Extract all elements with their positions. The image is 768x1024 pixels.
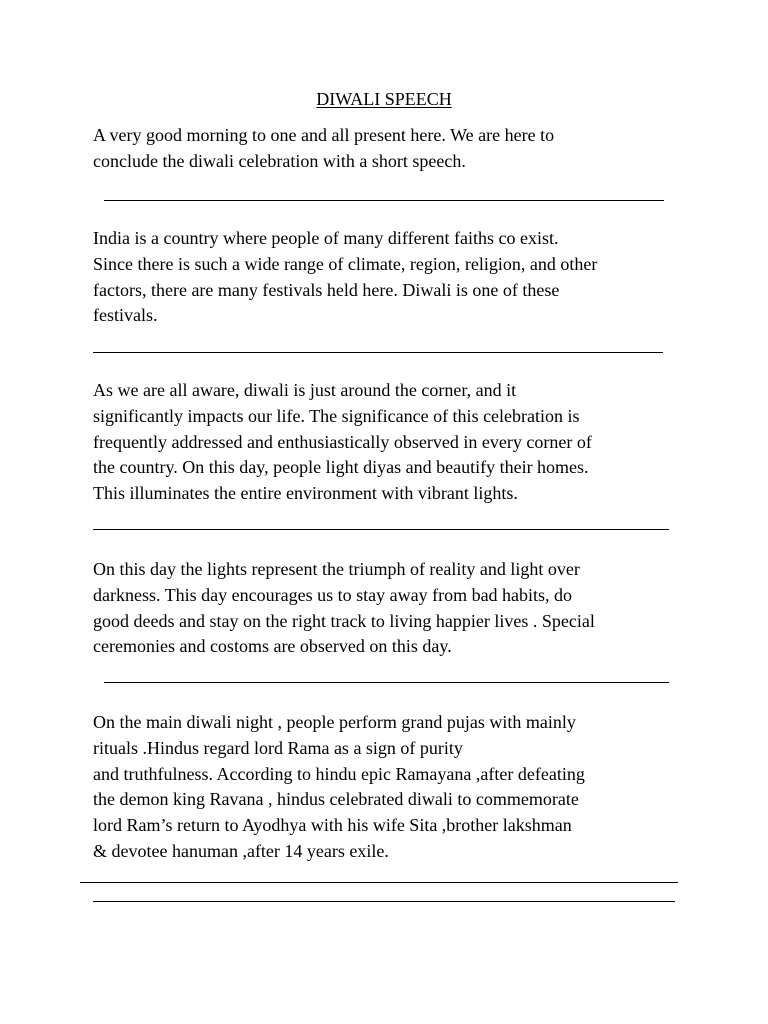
paragraph-5 (93, 710, 693, 865)
paragraph-1 (93, 123, 693, 175)
paragraph-line: & devotee hanuman ,after 14 years exile. (93, 840, 389, 861)
paragraph-line: conclude the diwali celebration with a short speech. (93, 150, 466, 171)
paragraph-line: festivals. (93, 305, 158, 326)
paragraph-line: India is a country where people of many different faiths co exist. (93, 228, 559, 248)
document-title: DIWALI SPEECH (316, 89, 452, 109)
paragraph-line: lord Ram’s return to Ayodhya with his wife Sita ,brother lakshman (93, 815, 572, 836)
paragraph-line: significantly impacts our life. The significance of this celebration is (93, 405, 580, 426)
paragraph-line: On the main diwali night , people perform grand pujas with mainly (93, 712, 576, 732)
paragraph-2 (93, 226, 693, 329)
separator-rule (93, 529, 669, 530)
paragraph-line: good deeds and stay on the right track to living happier lives . Special (93, 610, 595, 631)
paragraph-line: ceremonies and costoms are observed on this day. (93, 636, 452, 657)
paragraph-line: and truthfulness. According to hindu epic Ramayana ,after defeating (93, 763, 585, 784)
paragraph-line: frequently addressed and enthusiastically observed in every corner of (93, 431, 592, 452)
paragraph-line: the demon king Ravana , hindus celebrated diwali to commemorate (93, 789, 579, 810)
paragraph-line: On this day the lights represent the triumph of reality and light over (93, 559, 580, 579)
separator-rule (93, 901, 675, 902)
paragraph-line: factors, there are many festivals held here. Diwali is one of these (93, 279, 560, 300)
paragraph-line: As we are all aware, diwali is just around the corner, and it (93, 380, 517, 400)
paragraph-line: rituals .Hindus regard lord Rama as a sign of purity (93, 737, 463, 758)
paragraph-line: the country. On this day, people light diyas and beautify their homes. (93, 457, 589, 478)
paragraph-4 (93, 557, 693, 660)
separator-rule (104, 682, 669, 683)
paragraph-line: This illuminates the entire environment with vibrant lights. (93, 483, 518, 504)
paragraph-line: A very good morning to one and all present here. We are here to (93, 125, 555, 145)
paragraph-line: Since there is such a wide range of climate, region, religion, and other (93, 253, 598, 274)
separator-rule (93, 352, 663, 353)
paragraph-line: darkness. This day encourages us to stay away from bad habits, do (93, 584, 573, 605)
separator-rule (80, 882, 678, 883)
separator-rule (104, 200, 664, 201)
paragraph-3 (93, 378, 693, 507)
